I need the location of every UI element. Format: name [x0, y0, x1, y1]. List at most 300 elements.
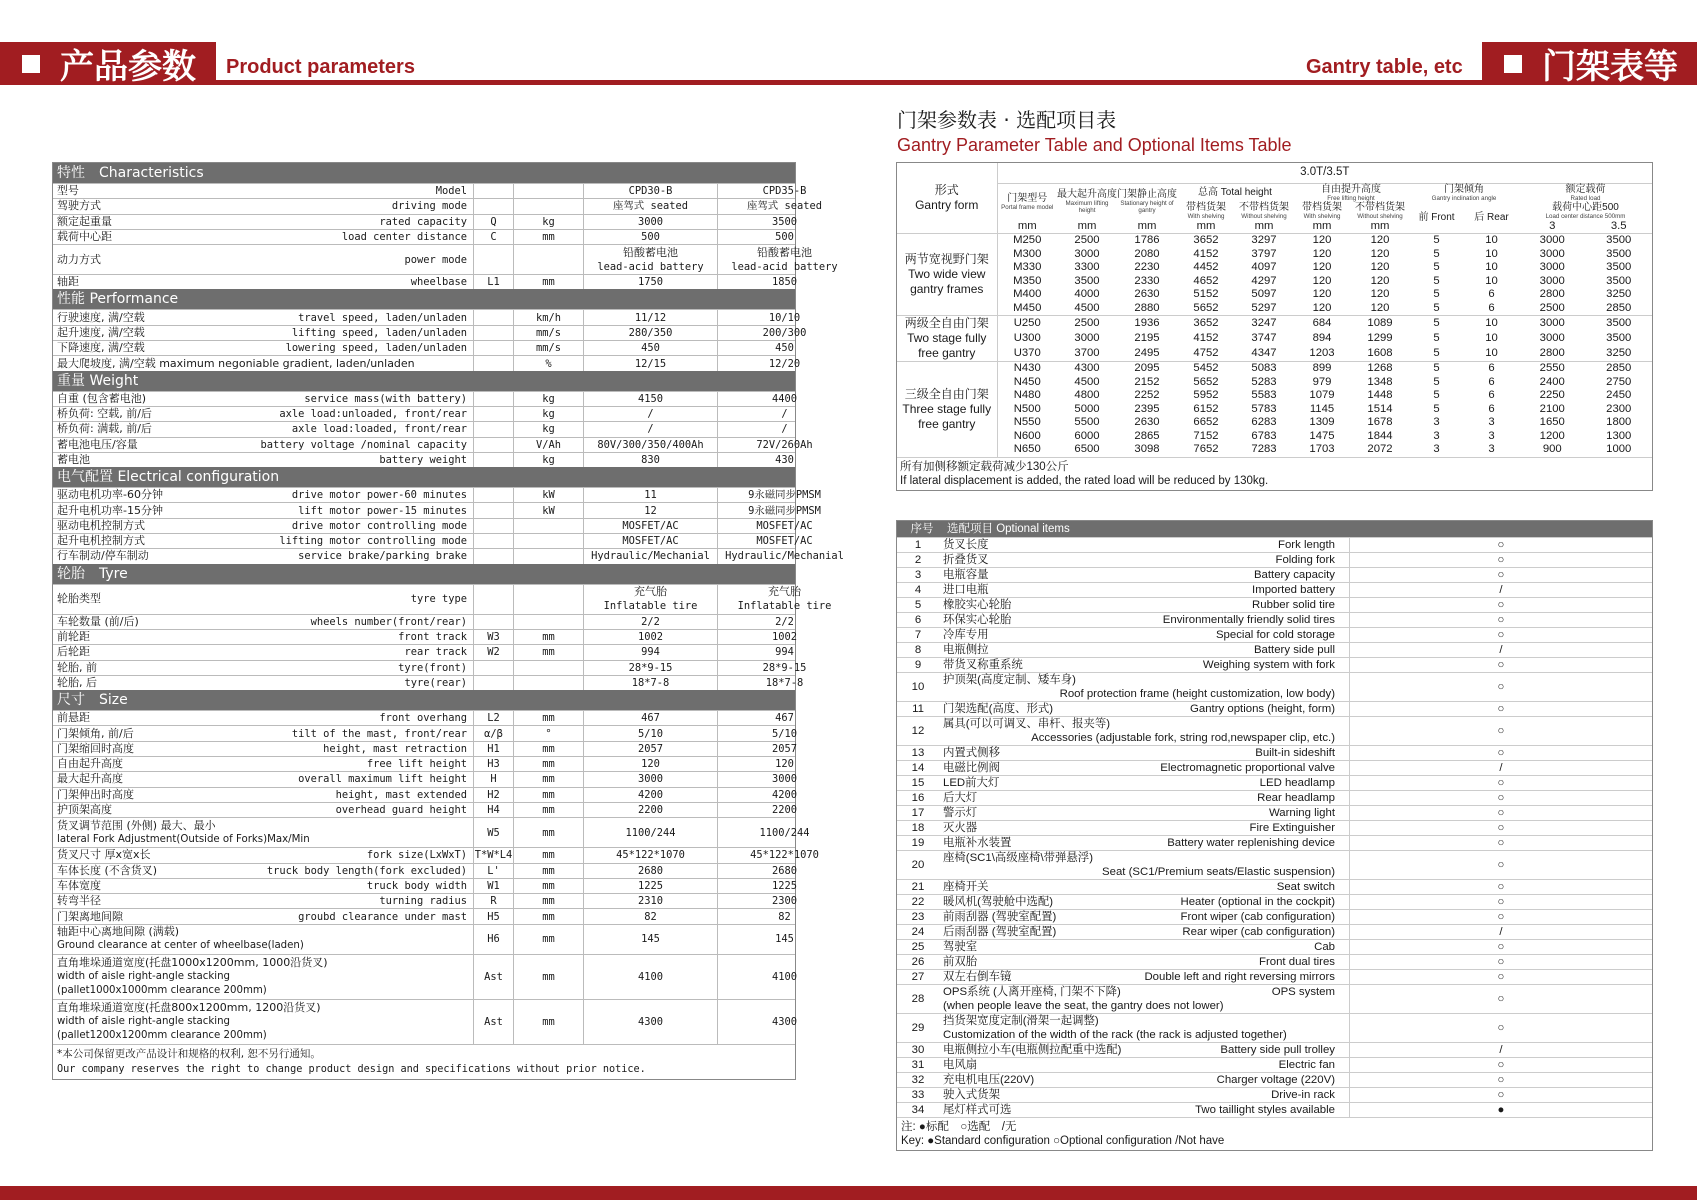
gantry-cell: 900	[1542, 443, 1562, 455]
gantry-form-cell	[897, 234, 997, 316]
gantry-cell: 1448	[1367, 389, 1393, 401]
option-number: 16	[911, 792, 925, 804]
spec-symbol: L'	[473, 864, 513, 878]
spec-unit	[513, 549, 583, 563]
option-mark: ○	[1349, 598, 1652, 612]
option-row	[897, 894, 1652, 909]
spec-label-line: (pallet1000x1000mm clearance 200mm)	[57, 984, 267, 996]
spec-value-cpd35: 200/300	[717, 326, 851, 340]
gantry-cell: 3500	[1606, 247, 1632, 260]
gantry-cell: 5297	[1251, 301, 1277, 314]
spec-value-cpd30: 450	[583, 341, 717, 355]
option-en: Environmentally friendly solid tires	[1162, 614, 1335, 626]
gantry-cell: 5	[1433, 288, 1440, 300]
gantry-cell: 1678	[1367, 416, 1393, 428]
spec-row	[53, 487, 821, 502]
spec-row	[53, 584, 832, 614]
option-row	[897, 1087, 1652, 1102]
option-mark: ○	[1349, 806, 1652, 820]
gantry-col-zh: 自由提升高度	[1321, 183, 1381, 195]
gantry-cell: 1936	[1117, 316, 1177, 332]
gantry-cell: 10	[1464, 316, 1519, 332]
gantry-cell: 6783	[1251, 429, 1277, 442]
spec-value-zh: 充气胎	[768, 585, 801, 599]
option-row	[897, 552, 1652, 567]
spec-symbol: H1	[473, 742, 513, 756]
gantry-cell: 3000	[1519, 316, 1586, 332]
spec-unit	[513, 519, 583, 533]
option-mark: ○	[1349, 568, 1652, 582]
gantry-cell: 2880	[1134, 301, 1160, 314]
spec-value-cpd35	[717, 585, 851, 614]
spec-label-en: front track	[398, 631, 467, 644]
gantry-row	[897, 430, 1652, 444]
option-desc	[939, 1088, 1349, 1102]
option-number: 33	[911, 1089, 925, 1101]
gantry-cell: 5500	[1074, 416, 1100, 428]
gantry-cell: 3652	[1177, 316, 1235, 332]
options-key-zh: 注: ●标配 ○选配 /无	[901, 1121, 1017, 1133]
gantry-cell: 3000	[1539, 261, 1565, 273]
gantry-col-en: Portal frame model	[1001, 203, 1054, 211]
spec-unit: mm	[513, 848, 583, 862]
gantry-cell: 3500	[1606, 261, 1632, 273]
spec-row	[53, 533, 813, 548]
gantry-cell: 1203	[1309, 346, 1335, 359]
spec-row	[53, 741, 798, 756]
spec-value-cpd30: 5/10	[583, 726, 717, 740]
spec-value-cpd35: 120	[717, 757, 851, 771]
gantry-unit: mm	[1370, 219, 1390, 232]
options-header-item: 选配项目 Optional items	[947, 523, 1070, 535]
spec-row	[53, 548, 844, 563]
spec-value-cpd35: 1002	[717, 630, 851, 644]
gantry-form-en: free gantry	[918, 416, 976, 431]
option-number: 27	[911, 971, 925, 983]
gantry-col-en: Stationary height of gantry	[1120, 200, 1174, 214]
gantry-table	[896, 162, 1653, 491]
spec-unit: mm	[513, 909, 583, 923]
header-title-zh-right: 门架表等	[1542, 47, 1678, 87]
option-mark: ○	[1349, 836, 1652, 850]
spec-row	[53, 675, 804, 690]
gantry-cell: 10	[1464, 234, 1519, 248]
spec-value-cpd30: 994	[583, 645, 717, 659]
spec-label-en: battery voltage /nominal capacity	[260, 438, 467, 451]
gantry-col-zh: 额定载荷	[1565, 183, 1606, 195]
option-mark: ○	[1349, 717, 1652, 745]
option-en: Folding fork	[1275, 554, 1335, 566]
spec-value-cpd35: 145	[717, 925, 851, 954]
gantry-col-en: Gantry inclination angle	[1431, 194, 1497, 202]
option-desc	[939, 970, 1349, 984]
spec-unit: kW	[513, 503, 583, 517]
option-en: Battery side pull	[1253, 644, 1335, 656]
gantry-row	[897, 316, 1652, 332]
option-row	[897, 924, 1652, 939]
gantry-col-without	[1235, 202, 1293, 220]
spec-value-cpd30	[583, 585, 717, 614]
footer-band	[0, 1186, 1697, 1200]
option-row	[897, 642, 1652, 657]
option-en: Rear headlamp	[1257, 792, 1335, 804]
spec-value-cpd35: MOSFET/AC	[717, 534, 851, 548]
gantry-cell: 3000	[1519, 234, 1586, 248]
spec-unit: mm	[513, 788, 583, 802]
gantry-cell: 2300	[1606, 402, 1632, 415]
gantry-model: N480	[1013, 389, 1041, 401]
option-mark: /	[1349, 643, 1652, 657]
spec-note-en: Our company reserves the right to change product design and specifications without prior notice.	[57, 1063, 646, 1075]
spec-value-cpd30: MOSFET/AC	[583, 534, 717, 548]
gantry-model: N650	[1013, 443, 1041, 455]
gantry-cell: 2500	[1057, 234, 1117, 248]
gantry-cell: 3000	[1074, 247, 1100, 260]
spec-symbol	[473, 184, 513, 198]
option-desc	[939, 925, 1349, 939]
option-mark: ○	[1349, 702, 1652, 716]
option-number: 29	[911, 1022, 925, 1034]
gantry-cell: 3500	[1586, 234, 1653, 248]
spec-row	[53, 355, 801, 370]
option-en: Fork length	[1278, 539, 1335, 551]
spec-unit	[513, 585, 583, 614]
spec-value-cpd35: 2680	[717, 864, 851, 878]
option-desc-line	[943, 985, 1335, 999]
spec-label-en: power mode	[404, 253, 467, 266]
option-row	[897, 701, 1652, 716]
option-zh: 座椅(SC1\高级座椅\带弹悬浮)	[943, 852, 1093, 864]
option-mark: ○	[1349, 776, 1652, 790]
gantry-cell: 10	[1485, 247, 1498, 260]
spec-label-line: (pallet1200x1200mm clearance 200mm)	[57, 1029, 267, 1041]
spec-value-zh: 铅酸蓄电池	[756, 245, 812, 259]
gantry-col-en: Free lifting height	[1327, 194, 1375, 202]
gantry-form-en: Two stage fully	[907, 331, 987, 345]
gantry-cell: 6	[1488, 301, 1495, 314]
spec-value-cpd35: 467	[717, 711, 851, 725]
gantry-cell: 3	[1488, 429, 1495, 442]
option-desc	[939, 643, 1349, 657]
gantry-col-with	[1177, 202, 1235, 220]
gantry-group-header: 3.0T/3.5T	[997, 163, 1652, 183]
option-number: 7	[914, 629, 922, 641]
spec-row	[53, 893, 798, 908]
gantry-col-zh: 门架倾角	[1444, 183, 1484, 195]
spec-label-zh: 桥负荷: 满载, 前/后	[57, 422, 152, 436]
gantry-row	[897, 248, 1652, 262]
gantry-model: N450	[1013, 375, 1041, 388]
option-desc	[939, 1103, 1349, 1117]
spec-symbol	[473, 407, 513, 421]
spec-label-zh: 起升电机功率-15分钟	[57, 503, 163, 517]
option-en: Front dual tires	[1259, 956, 1335, 968]
option-en: Accessories (adjustable fork, string rod,newspaper clip, etc.)	[1031, 732, 1335, 744]
spec-row	[53, 614, 795, 629]
gantry-cell: 2252	[1134, 389, 1160, 401]
header-title-en-left: Product parameters	[226, 56, 415, 78]
option-desc	[939, 791, 1349, 805]
option-en: Fire Extinguisher	[1249, 822, 1335, 834]
spec-label-zh: 门架倾角, 前/后	[57, 726, 134, 740]
gantry-cell: 2750	[1606, 375, 1632, 388]
option-desc	[939, 806, 1349, 820]
spec-symbol: W5	[473, 818, 513, 847]
spec-unit: mm	[513, 1000, 583, 1044]
option-desc	[939, 717, 1349, 745]
option-row	[897, 1072, 1652, 1087]
spec-value-stack	[731, 246, 837, 274]
option-desc	[939, 761, 1349, 775]
gantry-cell: 1703	[1309, 443, 1335, 455]
spec-label-zh: 门架伸出时高度	[57, 787, 134, 801]
spec-value-cpd30: 1750	[583, 275, 717, 289]
gantry-cell: 2630	[1134, 288, 1160, 300]
spec-value-cpd35: 82	[717, 909, 851, 923]
spec-value-cpd35	[717, 245, 851, 274]
spec-value-cpd30: 4300	[583, 1000, 717, 1044]
gantry-cell: 2630	[1134, 416, 1160, 428]
spec-unit: mm	[513, 645, 583, 659]
gantry-cell: 120	[1293, 234, 1351, 248]
spec-row	[53, 214, 798, 229]
option-row	[897, 760, 1652, 775]
option-en: Two taillight styles available	[1195, 1104, 1335, 1116]
gantry-cell: 3700	[1074, 346, 1100, 359]
gantry-cell: 3297	[1235, 234, 1293, 248]
spec-label-zh: 行车制动/停车制动	[57, 549, 149, 563]
spec-symbol: W2	[473, 645, 513, 659]
gantry-cell: 3500	[1586, 316, 1653, 332]
spec-unit	[513, 676, 583, 690]
option-mark: /	[1349, 583, 1652, 597]
gantry-form-zh: 形式	[934, 183, 959, 197]
spec-row	[53, 863, 798, 878]
option-number: 31	[911, 1059, 925, 1071]
spec-value-cpd35: 3000	[717, 772, 851, 786]
spec-value-cpd30: CPD30-B	[583, 184, 717, 198]
option-mark: ○	[1349, 985, 1652, 1013]
spec-symbol: Q	[473, 215, 513, 229]
spec-symbol	[473, 341, 513, 355]
option-zh: 进口电瓶	[943, 584, 989, 596]
header-rule	[0, 80, 1697, 85]
spec-value-en: Inflatable tire	[737, 600, 832, 613]
spec-label-zh: 最大爬坡度, 满/空载 maximum negoniable gradient, laden/unladen	[57, 356, 415, 370]
gantry-col-en: With shelving	[1187, 212, 1225, 220]
gantry-cell: 120	[1312, 274, 1332, 287]
spec-unit	[513, 184, 583, 198]
spec-unit: mm	[513, 772, 583, 786]
gantry-form-en: free gantry	[918, 346, 976, 360]
spec-unit: kg	[513, 392, 583, 406]
spec-row	[53, 924, 795, 954]
gantry-cell: 3747	[1251, 331, 1277, 344]
spec-label-zh: 起升速度, 满/空载	[57, 325, 145, 339]
spec-value-cpd30: 2/2	[583, 615, 717, 629]
options-header	[897, 521, 1652, 537]
option-mark: ○	[1349, 880, 1652, 894]
gantry-cell: 4752	[1193, 346, 1219, 359]
option-mark: ○	[1349, 1073, 1652, 1087]
option-zh: 电风扇	[943, 1059, 978, 1071]
gantry-cell: 1145	[1309, 402, 1335, 415]
gantry-cell: 6	[1488, 402, 1495, 415]
option-number: 32	[911, 1074, 925, 1086]
option-zh: 电磁比例阀	[943, 762, 1000, 774]
gantry-cell: 5097	[1251, 288, 1277, 300]
gantry-model: N500	[1013, 402, 1041, 415]
option-row	[897, 745, 1652, 760]
option-zh: 电瓶补水装置	[943, 837, 1012, 849]
spec-value-cpd35: 12/20	[717, 356, 851, 370]
spec-label-zh: 前轮距	[57, 630, 90, 644]
gantry-col-zh: 载荷中心距500	[1552, 201, 1619, 213]
spec-symbol	[473, 453, 513, 467]
gantry-cell: 5	[1433, 261, 1440, 273]
gantry-cell: 4800	[1074, 389, 1100, 401]
spec-value-cpd30: 28*9-15	[583, 661, 717, 675]
spec-row	[53, 908, 795, 923]
spec-section-title: 电气配置 Electrical configuration	[53, 467, 795, 487]
gantry-cell: 3247	[1235, 316, 1293, 332]
spec-value-cpd30: 280/350	[583, 326, 717, 340]
spec-label-en: height, mast extended	[335, 788, 467, 801]
option-mark: ○	[1349, 821, 1652, 835]
spec-value-cpd35: 18*7-8	[717, 676, 851, 690]
spec-unit: kg	[513, 407, 583, 421]
spec-label-line: width of aisle right-angle stacking	[57, 1015, 231, 1027]
spec-label-en: fork size(LxWxT)	[366, 849, 467, 862]
option-mark: ○	[1349, 970, 1652, 984]
option-number: 5	[914, 599, 922, 611]
option-zh: 双左右倒车镜	[943, 971, 1012, 983]
spec-symbol	[473, 310, 513, 324]
spec-unit	[513, 245, 583, 274]
spec-unit	[513, 199, 583, 213]
spec-label-en: tyre type	[410, 593, 467, 606]
option-number: 22	[911, 896, 925, 908]
gantry-cell: 6	[1464, 362, 1519, 376]
gantry-cell: 5000	[1074, 402, 1100, 415]
option-mark: ○	[1349, 1088, 1652, 1102]
spec-value-cpd30: 467	[583, 711, 717, 725]
option-zh: 驶入式货架	[943, 1089, 1000, 1101]
spec-unit: V/Ah	[513, 438, 583, 452]
spec-label-en: lifting motor controlling mode	[279, 535, 467, 548]
spec-label-en: truck body width	[366, 879, 467, 892]
gantry-cell: 2800	[1539, 346, 1565, 359]
option-number: 30	[911, 1044, 925, 1056]
gantry-cell: 4500	[1074, 375, 1100, 388]
square-icon	[22, 55, 40, 73]
spec-row	[53, 710, 795, 725]
spec-row	[53, 847, 819, 862]
gantry-cell: 4347	[1251, 346, 1277, 359]
gantry-row	[897, 416, 1652, 430]
spec-symbol	[473, 585, 513, 614]
spec-label-en: lowering speed, laden/unladen	[285, 342, 467, 355]
spec-value-cpd30: 2057	[583, 742, 717, 756]
option-row	[897, 984, 1652, 1013]
option-desc	[939, 776, 1349, 790]
spec-value-cpd35: Hydraulic/Mechanial	[717, 549, 851, 563]
spec-value-cpd30: 82	[583, 909, 717, 923]
gantry-cell: 1300	[1606, 429, 1632, 442]
option-desc	[939, 836, 1349, 850]
gantry-cell: 120	[1312, 247, 1332, 260]
option-zh: 带货叉称重系统	[943, 659, 1023, 671]
option-number: 18	[911, 822, 925, 834]
option-mark: ○	[1349, 910, 1652, 924]
spec-label-line: lateral Fork Adjustment(Outside of Forks)Max/Min	[57, 833, 310, 845]
gantry-cell: 3000	[1539, 331, 1565, 344]
gantry-header-row	[897, 220, 1652, 234]
spec-row	[53, 756, 795, 771]
option-number: 6	[914, 614, 922, 626]
gantry-model: M250	[997, 234, 1057, 248]
option-zh: 挡货架宽度定制(滑架一起调整)	[943, 1015, 1099, 1027]
option-en: Special for cold storage	[1215, 629, 1335, 641]
gantry-col-without	[1351, 202, 1409, 220]
gantry-col-zh: 不带档货架	[1355, 201, 1405, 213]
spec-label-en: free lift height	[366, 758, 467, 771]
spec-label-zh: 自由起升高度	[57, 757, 123, 771]
spec-symbol	[473, 549, 513, 563]
spec-value-stack	[738, 585, 832, 613]
gantry-cell: 3	[1488, 416, 1495, 428]
options-key-en: Key: ●Standard configuration ○Optional configuration /Not have	[901, 1135, 1225, 1147]
spec-value-cpd35: 1100/244	[717, 818, 851, 847]
spec-value-stack	[604, 585, 698, 613]
option-mark: ○	[1349, 628, 1652, 642]
gantry-col-rated	[1519, 183, 1652, 202]
spec-value-cpd30: 3000	[583, 772, 717, 786]
gantry-cell: 3300	[1074, 261, 1100, 273]
spec-label-en: wheels number(front/rear)	[310, 615, 467, 628]
spec-value-cpd30: 45*122*1070	[583, 848, 717, 862]
spec-value-cpd35: 10/10	[717, 310, 851, 324]
option-desc	[939, 598, 1349, 612]
gantry-cell: 2800	[1539, 288, 1565, 300]
option-desc	[939, 821, 1349, 835]
option-desc	[939, 553, 1349, 567]
spec-label-zh: 前悬距	[57, 711, 90, 725]
option-zh: 暖风机(驾驶舱中选配)	[943, 896, 1054, 908]
gantry-col-model	[997, 183, 1057, 220]
spec-unit: mm	[513, 757, 583, 771]
gantry-cell: 2230	[1134, 261, 1160, 273]
option-zh: LED前大灯	[943, 777, 1000, 789]
option-number: 1	[914, 539, 922, 551]
spec-unit: mm/s	[513, 341, 583, 355]
spec-symbol: T*W*L4	[474, 849, 513, 862]
option-number: 34	[911, 1104, 925, 1116]
gantry-notes	[897, 457, 1652, 490]
option-row	[897, 716, 1652, 745]
gantry-cell: 5	[1433, 301, 1440, 314]
spec-label-en: axle load:loaded, front/rear	[291, 423, 467, 436]
spec-value-cpd30: 500	[583, 230, 717, 244]
option-en: Rubber solid tire	[1252, 599, 1335, 611]
gantry-cell: 4152	[1193, 331, 1219, 344]
option-desc	[939, 851, 1349, 879]
option-en: Gantry options (height, form)	[1190, 703, 1335, 715]
spec-symbol	[473, 326, 513, 340]
spec-table	[52, 162, 844, 1080]
option-zh: 座椅开关	[943, 881, 989, 893]
option-mark: /	[1349, 925, 1652, 939]
